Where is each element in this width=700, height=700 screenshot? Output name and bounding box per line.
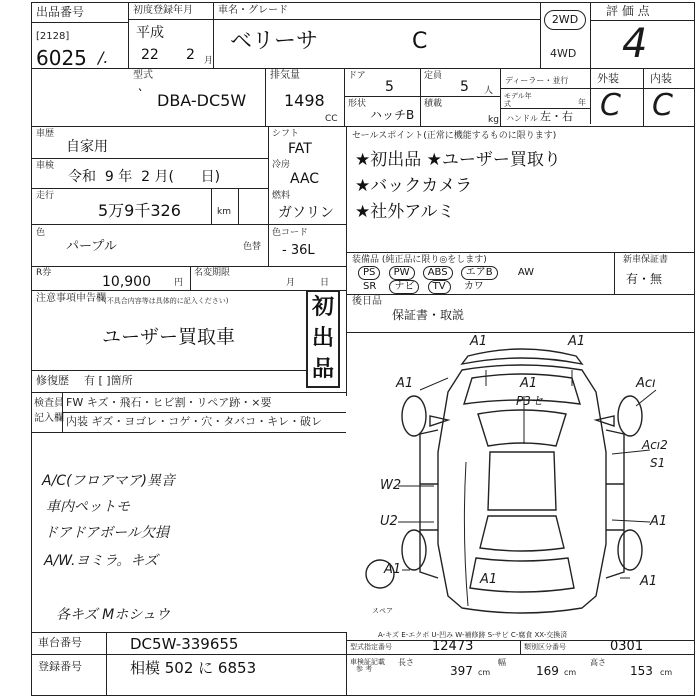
equip-aw: AW [517,267,534,278]
type-cert-label: 型式指定番号 [350,643,392,651]
equipment-label: 装備品 (純正品に限り◎をします) [352,255,487,265]
equip-pw: PW [389,266,415,280]
divider [31,370,306,371]
damage-mark: A1 [568,334,586,349]
divider [106,632,107,696]
recycle-label: R券 [36,268,52,278]
damage-mark: A1 [520,376,538,391]
length-label: 長さ [398,658,414,667]
divider [420,68,421,126]
divider [213,2,214,68]
equip-ps: PS [358,266,380,280]
exterior-label: 外装 [597,72,619,85]
roof [488,452,556,510]
width-label: 幅 [498,658,506,667]
handwritten-note-bottom: 各キズ Mホシュウ [56,607,170,623]
mirror-right [596,416,614,426]
drive-2wd: 2WD [544,10,586,30]
width: 169 [536,664,559,678]
drive-4wd: 4WD [550,47,577,60]
model-year-label: モデル年式 [504,92,532,108]
inspection-label: 車検 [36,161,55,171]
color-code: - 36L [282,243,315,258]
model-label: 型式 [133,70,153,81]
rear-window [480,516,564,551]
handwritten-note-2: 車内ペットモ [46,499,130,515]
interior-grade: C [652,88,673,123]
ref-label: 参 考 [356,665,373,673]
divider [31,224,346,225]
divider [31,188,268,189]
reg-month: 2 [186,47,195,63]
handwritten-note-1: A/C(フロアマア)異音 [42,473,175,489]
repair-label: 修復歴 [36,374,69,387]
notes-label: 注意事項申告欄 [36,293,106,304]
damage-mark: P3セ [516,394,543,408]
recycle-unit: 円 [174,278,184,288]
damage-mark: A1 [384,562,402,577]
load-unit: kg [488,115,499,125]
divider [500,88,590,89]
right-side [606,430,624,578]
ac: AAC [290,171,320,187]
capacity-label: 定員 [424,71,443,81]
mileage: 5万9千326 [98,201,181,220]
lot-tick: /. [98,48,109,67]
handwritten-note-3: ドアドアボール欠損 [44,525,169,541]
damage-mark: U2 [380,514,398,529]
damage-mark: Acı2 [642,438,668,452]
overall-grade: 4 [622,21,648,67]
inspector-row-1: FW キズ・飛石・ヒビ割・リペア跡・×要 [66,396,272,409]
vin: DC5W-339655 [130,635,239,653]
door-label: ドア [348,71,366,81]
damage-mark: W2 [380,478,402,493]
divider [238,188,239,224]
divider [31,158,268,159]
height-unit: cm [660,668,673,677]
ac-label: 冷房 [272,160,291,170]
car-name: ベリーサ [230,29,319,54]
model: DBA-DC5W [157,91,247,110]
capacity-unit: 人 [484,86,494,96]
equip-sr: SR [363,281,377,292]
inspector-label-1: 検査員 [34,398,64,409]
doors: 5 [385,79,394,95]
reg-month-unit: 月 [204,56,214,66]
divider [31,290,346,291]
notes-sub: (不具合内容等は具体的に記入ください) [104,297,229,305]
period-day: 日 [320,278,330,288]
divider [265,68,266,126]
damage-mark: A1 [480,572,498,587]
notes-main: ユーザー買取車 [102,326,236,348]
mileage-label: 走行 [36,191,55,201]
selling-point-1: ★初出品 ★ユーザー買取り [355,150,561,170]
interior-label: 内装 [650,72,672,85]
divider [344,96,500,97]
divider [614,252,615,294]
handle: 左・右 [540,110,573,123]
reg-era: 平成 [136,25,164,41]
damage-mark: A1 [396,376,414,391]
year-unit: 年 [578,98,586,107]
shape-label: 形状 [348,99,367,109]
divider [500,68,501,126]
handle-label: ハンドル [506,114,538,123]
equipment-row-1 [358,266,534,280]
fuel: ガソリン [278,205,334,221]
inspector-row-2: 内装 ギズ・ヨゴレ・コゲ・穴・タバコ・キレ・破レ [66,415,323,428]
equip-tv: TV [428,280,451,294]
divider [500,108,590,109]
inspection: 令和 9 年 2 月( 日) [68,169,221,185]
stamp-char: 初 [311,295,334,320]
fuel-label: 燃料 [272,191,291,201]
car-grade: C [412,29,428,54]
equip-abs: ABS [423,266,453,280]
stamp-char: 品 [311,357,334,382]
divider [31,392,346,393]
cc: 1498 [284,91,325,110]
divider [128,2,129,68]
divider [540,2,541,68]
reg-year: 22 [141,47,159,63]
recycle: 10,900 [102,274,151,290]
damage-mark: A1 [470,334,488,349]
lot-label: 出品番号 [36,5,85,19]
class-label: 類別区分番号 [524,643,566,651]
divider [31,126,695,127]
divider [31,22,128,23]
type-cert: 12473 [432,639,474,654]
exterior-grade: C [600,88,621,123]
load-label: 積載 [424,99,443,109]
height: 153 [630,664,653,678]
repaint-label: 色替 [243,242,262,252]
divider [346,632,347,696]
divider [31,654,695,655]
damage-legend: A-キズ E-エクボ U-凹み W-補修跡 S-サビ C-腐食 XX-交換済 [378,631,568,639]
height-label: 高さ [590,658,606,667]
divider [520,640,521,654]
model-tick: ` [136,88,143,104]
period-label: 名変期限 [194,268,231,278]
divider [211,188,212,224]
divider [346,252,695,253]
divider [128,19,540,20]
eval-label: 評 価 点 [606,4,650,18]
class: 0301 [610,639,644,654]
left-side [420,430,438,578]
cc-unit: CC [325,114,338,124]
divider [31,432,346,433]
equipment-row-2 [358,280,494,294]
divider [346,332,695,333]
divider [190,266,191,290]
divider [31,68,695,69]
shift: FAT [288,141,312,157]
cc-label: 排気量 [270,70,300,81]
divider [344,68,345,126]
color-label: 色 [36,228,46,238]
stamp-char: 出 [311,326,334,351]
warranty: 有・無 [626,272,663,286]
mirror-left [430,416,448,426]
divider [643,68,644,126]
divider [346,294,695,295]
warranty-label: 新車保証書 [623,255,669,265]
history-label: 車歴 [36,129,55,139]
selling-points-label: セールスポイント(正常に機能するものに限ります) [352,131,557,141]
period-month: 月 [286,278,296,288]
wheel-front-right [618,396,642,436]
length: 397 [450,664,473,678]
equip-navi: ナビ [389,280,419,294]
color-code-label: 色コード [272,228,309,238]
divider [268,126,269,266]
divider [31,632,346,633]
damage-mark: Acı [636,376,656,391]
shape: ハッチB [370,108,415,122]
dealer-label: ディーラー・並行 [505,76,569,85]
lot-code: [2128] [36,31,70,42]
divider [31,266,346,267]
documents-label: 後日品 [352,296,382,307]
lot-number: 6025 [36,46,87,70]
history: 自家用 [66,139,108,155]
spare-label: スペア [372,607,393,615]
first-listing-stamp [306,290,340,388]
damage-mark: A1 [640,574,658,589]
repair-value: 有 [ ]箇所 [84,374,133,387]
wheel-rear-left [402,530,426,570]
capacity: 5 [460,79,469,95]
divider [346,126,347,396]
plate: 相模 502 に 6853 [130,659,257,677]
width-unit: cm [564,668,577,677]
dims-label: 車検証記載 [350,658,385,666]
selling-point-2: ★バックカメラ [355,176,473,196]
windshield [478,410,566,446]
front-bumper [462,349,582,364]
divider [62,412,346,413]
shift-label: シフト [272,129,300,139]
mileage-unit: km [217,207,231,217]
inspector-label-2: 記入欄 [34,413,64,424]
documents: 保証書・取説 [392,308,465,322]
wheel-front-left [402,396,426,436]
wheel-rear-right [618,530,642,570]
handwritten-note-4: A/W.ヨミラ。キズ [44,553,159,569]
damage-mark: A1 [650,514,668,529]
damage-mark: S1 [650,456,666,470]
length-unit: cm [478,668,491,677]
vin-label: 車台番号 [38,636,82,649]
color: パープル [66,239,117,254]
equip-airbag: エアB [461,266,498,280]
first-reg-label: 初度登録年月 [133,5,193,16]
selling-point-3: ★社外アルミ [355,202,455,222]
plate-label: 登録番号 [38,660,82,673]
equip-leather: カワ [463,281,484,292]
car-name-label: 車名・グレード [218,5,288,16]
